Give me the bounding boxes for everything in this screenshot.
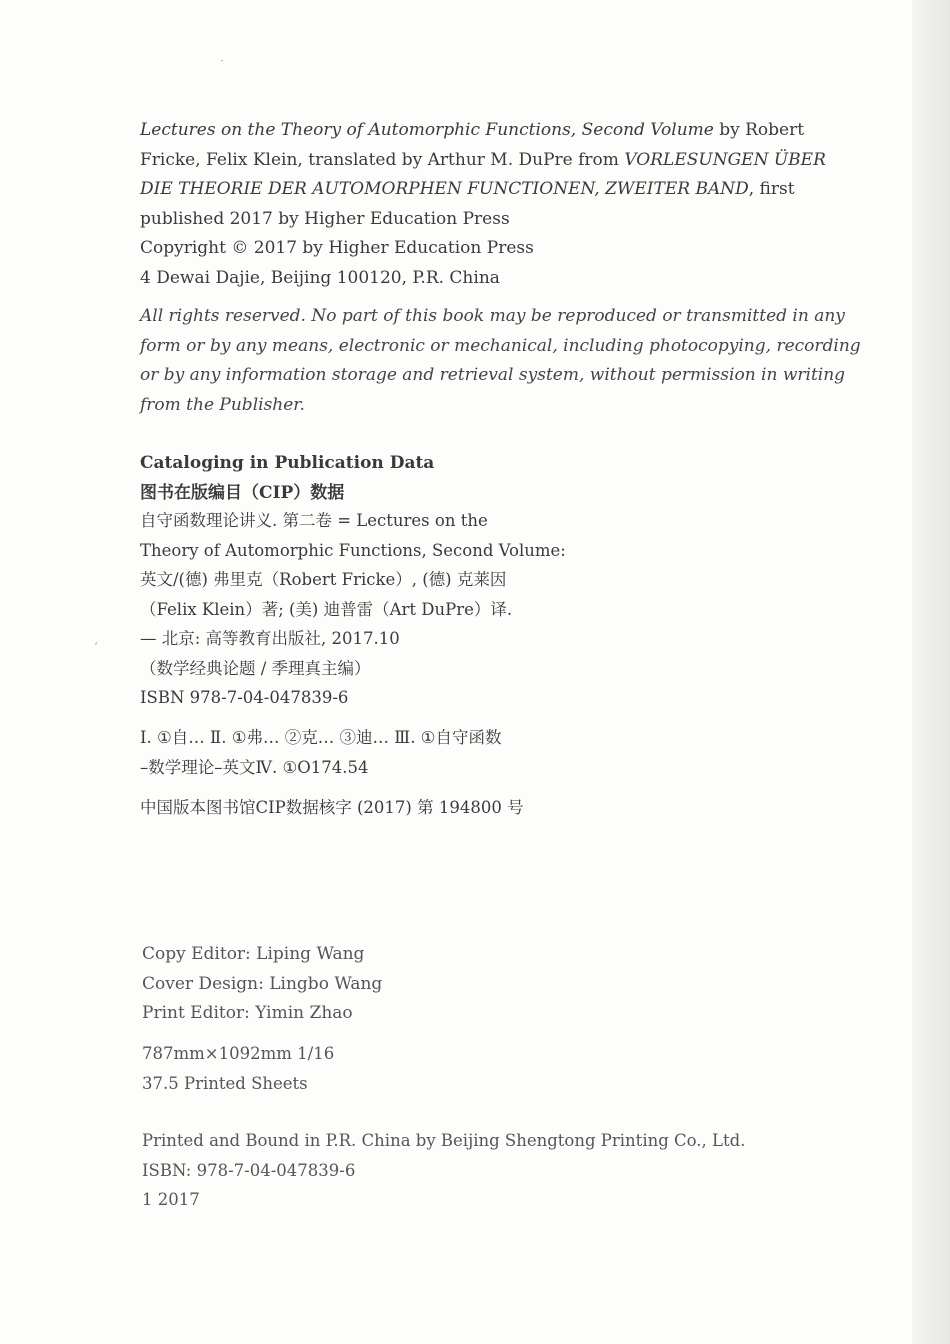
book-title: Lectures on the Theory of Automorphic Functions, Second Volume (140, 120, 714, 140)
publication-line-3 (140, 175, 826, 205)
cip-isbn: ISBN 978-7-04-047839-6 (140, 688, 349, 707)
publisher-address: 4 Dewai Dajie, Beijing 100120, P.R. China (140, 267, 500, 288)
staff-credits (142, 940, 382, 1029)
rights-line: All rights reserved. No part of this book may be reproduced or transmitted in any (140, 306, 845, 326)
paper-size: 787mm×1092mm 1/16 (142, 1044, 335, 1063)
translation-note: Fricke, Felix Klein, translated by Arthur M. DuPre from (140, 149, 625, 170)
printer-line: Printed and Bound in P.R. China by Beijing Shengtong Printing Co., Ltd. (142, 1131, 746, 1150)
rights-statement (140, 302, 861, 420)
first-label: , first (748, 179, 795, 199)
cip-class-line: Ⅰ. ①自… Ⅱ. ①弗… ②克… ③迪… Ⅲ. ①自守函数 (140, 728, 502, 747)
cip-number (140, 793, 524, 823)
cip-record (140, 506, 566, 713)
copyright-notice: Copyright © 2017 by Higher Education Press (140, 238, 534, 258)
cover-design: Cover Design: Lingbo Wang (142, 973, 383, 994)
publication-line-1 (140, 116, 826, 146)
format-info (142, 1039, 334, 1098)
speck-mark: ʻ (94, 640, 98, 654)
cip-line: 英文/(德) 弗里克（Robert Fricke）, (德) 克莱因 (140, 570, 507, 589)
speck-mark: · (220, 54, 224, 68)
publication-line-2 (140, 146, 826, 176)
publication-info (140, 116, 826, 293)
rights-line: from the Publisher. (140, 394, 305, 415)
copy-editor: Copy Editor: Liping Wang (142, 944, 365, 964)
printed-sheets: 37.5 Printed Sheets (142, 1073, 308, 1093)
page-edge-shadow (912, 0, 950, 1344)
cip-class-line: –数学理论–英文Ⅳ. ①O174.54 (140, 757, 369, 777)
cip-line: 自守函数理论讲义. 第二卷 = Lectures on the (140, 511, 488, 530)
original-title-part-1: VORLESUNGEN ÜBER (624, 149, 826, 170)
isbn-line: ISBN: 978-7-04-047839-6 (142, 1160, 356, 1180)
author-prefix: by Robert (713, 120, 805, 140)
rights-line: or by any information storage and retrieval system, without permission in writing (140, 365, 846, 385)
cip-line: （数学经典论题 / 季理真主编） (140, 658, 371, 678)
published-by: published 2017 by Higher Education Press (140, 208, 510, 229)
edition-line: 1 2017 (142, 1190, 200, 1209)
rights-line: form or by any means, electronic or mechanical, including photocopying, recording (140, 335, 861, 356)
cip-line: Theory of Automorphic Functions, Second Volume: (140, 540, 566, 560)
cip-line: — 北京: 高等教育出版社, 2017.10 (140, 629, 400, 648)
print-editor: Print Editor: Yimin Zhao (142, 1003, 353, 1023)
cip-heading-en: Cataloging in Publication Data (140, 453, 435, 473)
cip-heading-zh: 图书在版编目（CIP）数据 (140, 482, 345, 503)
cip-number-line: 中国版本图书馆CIP数据核字 (2017) 第 194800 号 (140, 798, 524, 817)
cip-line: （Felix Klein）著; (美) 迪普雷（Art DuPre）译. (140, 599, 513, 619)
cip-heading (140, 449, 434, 508)
printing-info (142, 1126, 745, 1215)
cip-classification (140, 723, 501, 782)
original-title-part-2: DIE THEORIE DER AUTOMORPHEN FUNCTIONEN, ZWEITER BAND (140, 179, 749, 199)
